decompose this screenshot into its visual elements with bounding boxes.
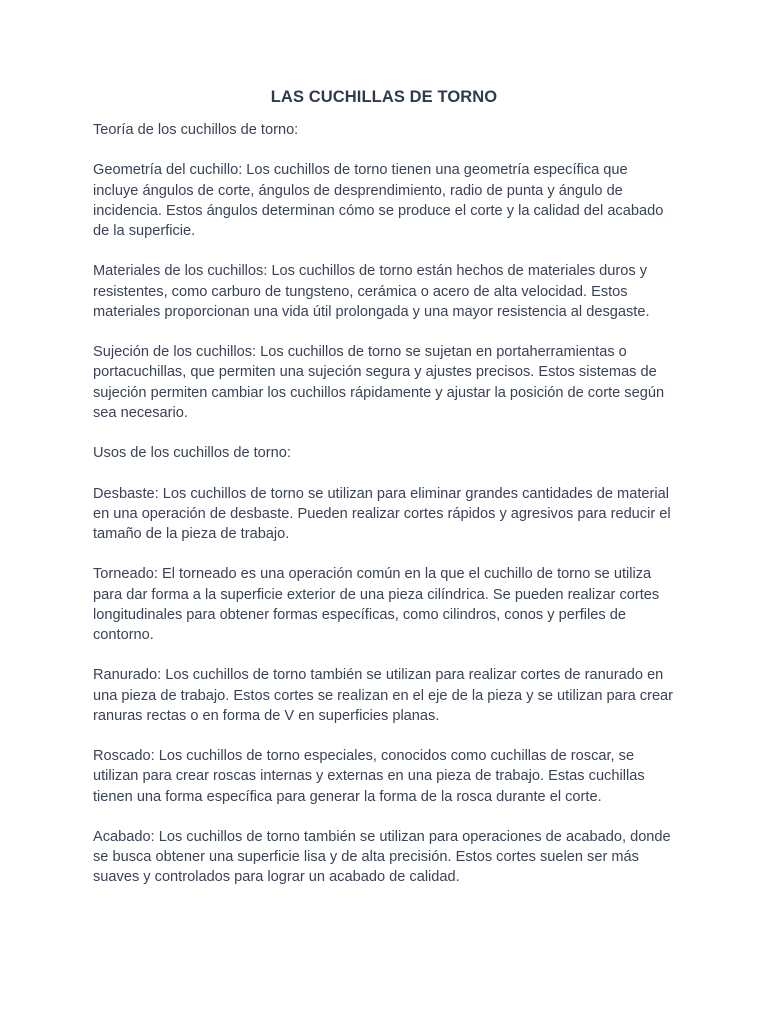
section-heading-uses: Usos de los cuchillos de torno: — [93, 445, 291, 462]
paragraph-clamping: Sujeción de los cuchillos: Los cuchillos de torno se sujetan en portaherramientas o portacuchillas, que permiten una sujeción segura y ajustes precisos. Estos sistemas de sujeción permiten cambiar los cuchillos rápidamente y ajustar la posición de corte según sea necesario. — [93, 344, 665, 421]
document-title: LAS CUCHILLAS DE TORNO — [270, 88, 498, 106]
paragraph-finishing: Acabado: Los cuchillos de torno también se utilizan para operaciones de acabado, donde se busca obtener una superficie lisa y de alta precisión. Estos cortes suelen ser más suaves y controlados para lograr un acabado de calidad. — [93, 828, 671, 886]
paragraph-geometry: Geometría del cuchillo: Los cuchillos de torno tienen una geometría específica que incluye ángulos de corte, ángulos de desprendimiento, radio de punta y ángulo de incidencia. Estos ángulos determinan cómo se produce el corte y la calidad del acabado de la superficie. — [93, 162, 664, 239]
section-heading-theory: Teoría de los cuchillos de torno: — [93, 122, 299, 138]
paragraph-roughing: Desbaste: Los cuchillos de torno se utilizan para eliminar grandes cantidades de material en una operación de desbaste. Pueden realizar cortes rápidos y agresivos para reducir el tamaño de la pieza de trabajo. — [93, 485, 671, 542]
paragraph-materials: Materiales de los cuchillos: Los cuchillos de torno están hechos de materiales duros y resistentes, como carburo de tungsteno, cerámica o acero de alta velocidad. Estos materiales proporcionan una vida útil prolongada y una mayor resistencia al desgaste. — [93, 263, 650, 320]
paragraph-threading: Roscado: Los cuchillos de torno especiales, conocidos como cuchillas de roscar, se utilizan para crear roscas internas y externas en una pieza de trabajo. Estas cuchillas tienen una forma específica para generar la forma de la rosca durante el corte. — [93, 748, 645, 805]
paragraph-turning: Torneado: El torneado es una operación común en la que el cuchillo de torno se utiliza para dar forma a la superficie exterior de una pieza cilíndrica. Se pueden realizar cortes longitudinales para obtener formas específicas, como cilindros, conos y perfiles de contorno. — [93, 566, 660, 643]
paragraph-grooving: Ranurado: Los cuchillos de torno también se utilizan para realizar cortes de ranurado en una pieza de trabajo. Estos cortes se realizan en el eje de la pieza y se utilizan para crear ranuras rectas o en forma de V en superficies planas. — [93, 667, 674, 724]
document-page — [93, 86, 675, 908]
